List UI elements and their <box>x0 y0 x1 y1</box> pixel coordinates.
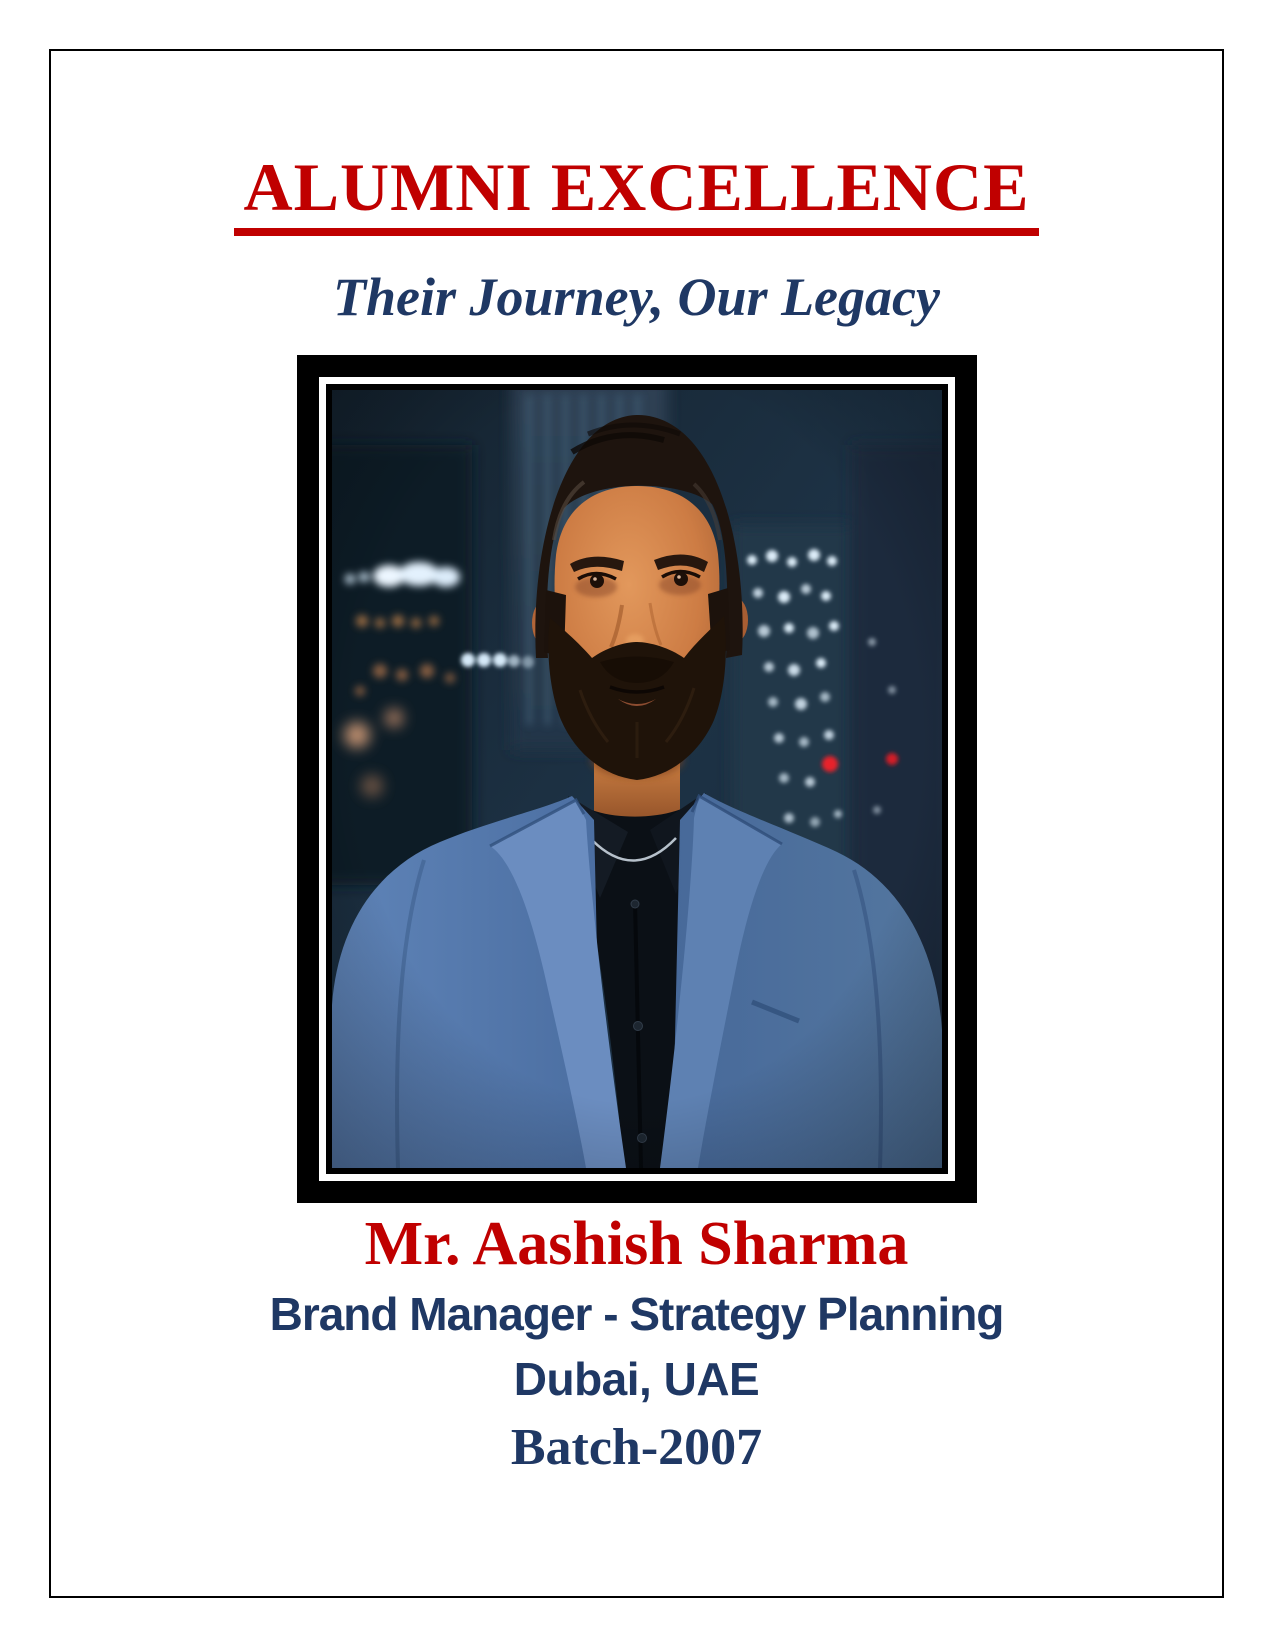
page-border <box>49 49 1224 1598</box>
alumni-location: Dubai, UAE <box>513 1352 760 1405</box>
alumni-designation: Brand Manager - Strategy Planning <box>269 1288 1004 1341</box>
page-subtitle: Their Journey, Our Legacy <box>333 267 940 327</box>
page-title <box>51 149 1222 236</box>
photo-frame <box>297 355 977 1203</box>
alumni-name: Mr. Aashish Sharma <box>364 1210 909 1279</box>
page-title-text: ALUMNI EXCELLENCE <box>234 153 1040 236</box>
photo-frame-inner <box>326 384 948 1174</box>
portrait-photo <box>332 390 942 1168</box>
alumni-batch: Batch-2007 <box>510 1418 763 1476</box>
